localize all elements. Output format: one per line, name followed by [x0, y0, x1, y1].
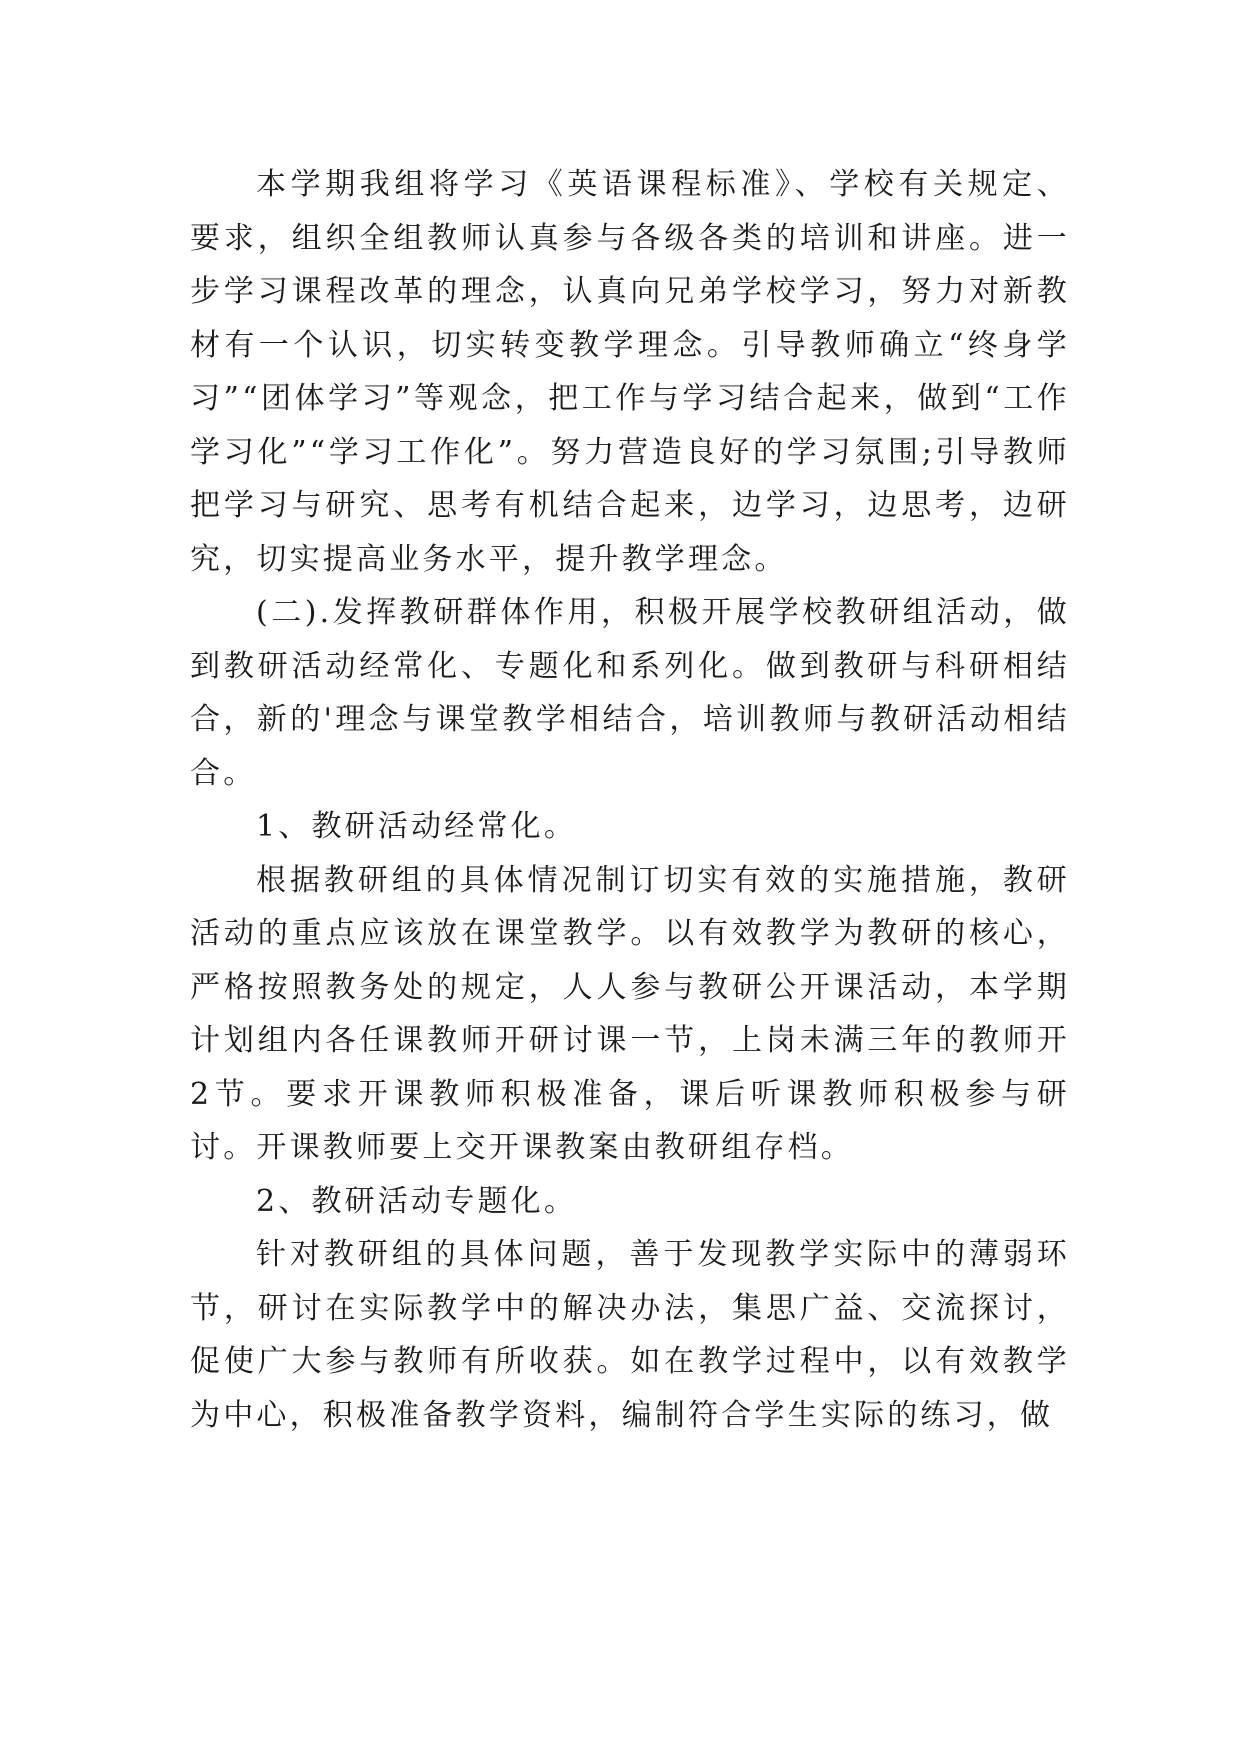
paragraph-item-one-title: 1、教研活动经常化。 — [256, 809, 578, 844]
paragraph-item-two-title: 2、教研活动专题化。 — [256, 1183, 578, 1219]
document-body — [190, 158, 1070, 1442]
paragraph-section-two-heading: (二).发挥教研群体作用，积极开展学校教研组活动，做到教研活动经常化、专题化和系列化。做到教研与科研相结合，新的'理念与课堂教学相结合，培训教师与教研活动相结合。 — [190, 595, 1070, 791]
paragraph-study-plan: 本学期我组将学习《英语课程标准》、学校有关规定、要求，组织全组教师认真参与各级各类的培训和讲座。进一步学习课程改革的理念，认真向兄弟学校学习，努力对新教材有一个认识，切实转变教学理念。引导教师确立“终身学习”“团体学习”等观念，把工作与学习结合起来，做到“工作学习化”“学习工作化”。努力营造良好的学习氛围;引导教师把学习与研究、思考有机结合起来，边学习，边思考，边研究，切实提高业务水平，提升教学理念。 — [190, 167, 1070, 577]
paragraph-item-two-body: 针对教研组的具体问题，善于发现教学实际中的薄弱环节，研讨在实际教学中的解决办法，集思广益、交流探讨，促使广大参与教师有所收获。如在教学过程中，以有效教学为中心，积极准备教学资料，编制符合学生实际的练习，做 — [190, 1237, 1070, 1433]
paragraph-item-one-body: 根据教研组的具体情况制订切实有效的实施措施，教研活动的重点应该放在课堂教学。以有效教学为教研的核心，严格按照教务处的规定，人人参与教研公开课活动，本学期计划组内各任课教师开研讨课一节，上岗未满三年的教师开2节。要求开课教师积极准备，课后听课教师积极参与研讨。开课教师要上交开课教案由教研组存档。 — [190, 862, 1070, 1165]
